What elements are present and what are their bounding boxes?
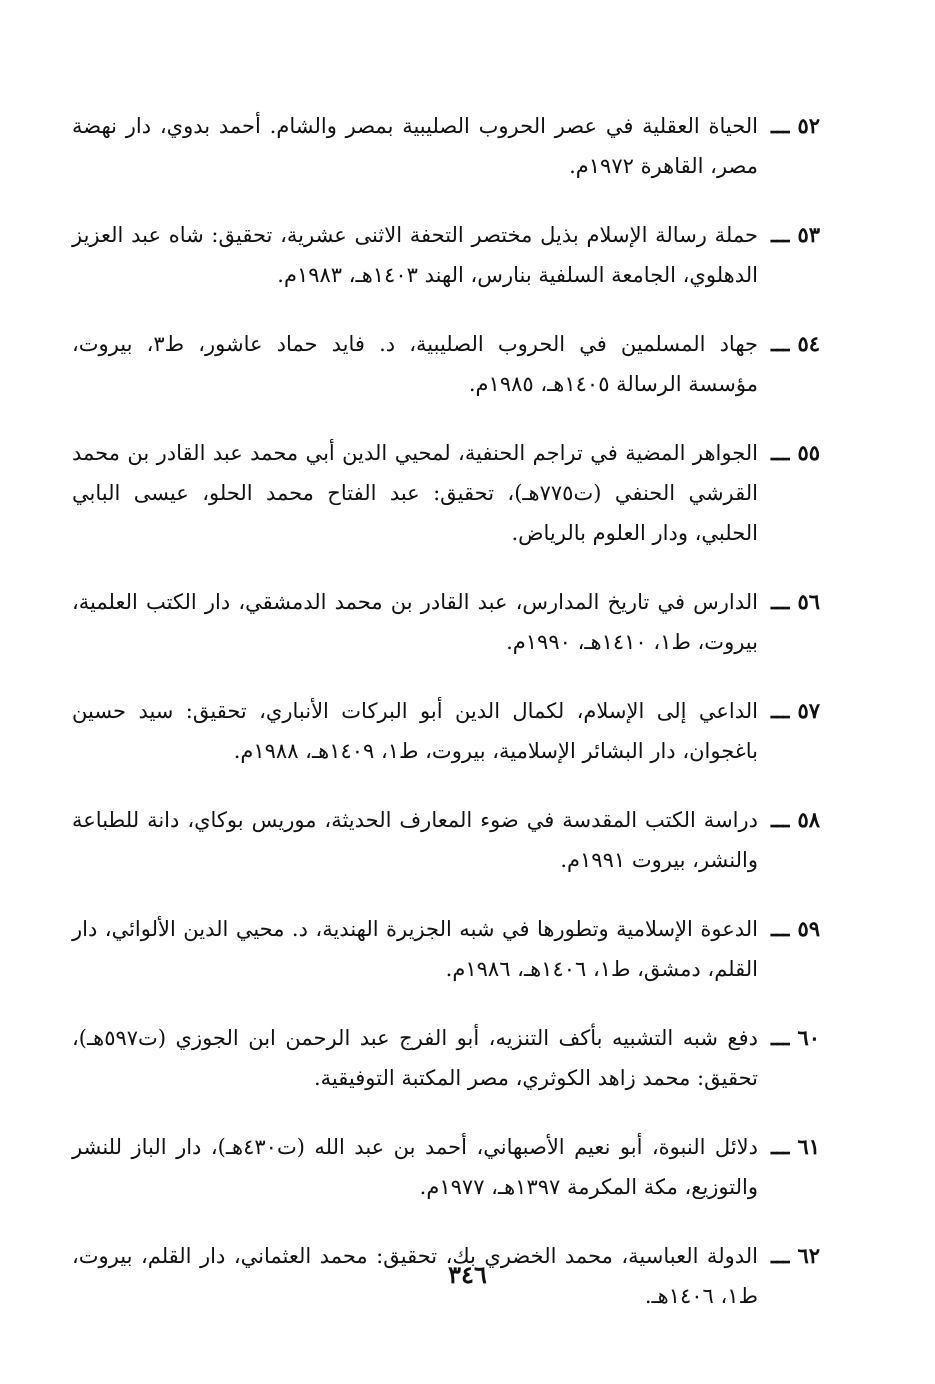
- entry-number: [758, 324, 820, 364]
- entry-number: [758, 1127, 820, 1167]
- entry-number-value: ٦٢: [797, 1243, 820, 1268]
- entry-number-value: ٥٩: [797, 916, 820, 941]
- entry-text: الحياة العقلية في عصر الحروب الصليبية بمصر والشام. أحمد بدوي، دار نهضة مصر، القاهرة ١٩٧٢م.: [72, 114, 758, 178]
- entry-number: [758, 106, 820, 146]
- bibliography-entry: [72, 433, 820, 553]
- bibliography-entry: [72, 215, 820, 295]
- entry-number-value: ٥٤: [797, 331, 820, 356]
- entry-text: الدولة العباسية، محمد الخضري بك، تحقيق: محمد العثماني، دار القلم، بيروت، ط١، ١٤٠٦هـ.: [72, 1244, 758, 1308]
- entry-number-value: ٥٧: [797, 698, 820, 723]
- entry-text: الدعوة الإسلامية وتطورها في شبه الجزيرة الهندية، د. محيي الدين الألوائي، دار القلم، دمشق، ط١، ١٤٠٦هـ، ١٩٨٦م.: [72, 917, 758, 981]
- entry-text: الجواهر المضية في تراجم الحنفية، لمحيي الدين أبي محمد عبد القادر بن محمد القرشي الحنفي (ت٧٧٥هـ)، تحقيق: عبد الفتاح محمد الحلو، عيسى البابي الحلبي، ودار العلوم بالرياض.: [72, 441, 758, 545]
- entry-dash: ـــ: [770, 1025, 790, 1050]
- entry-text: دراسة الكتب المقدسة في ضوء المعارف الحديثة، موريس بوكاي، دانة للطباعة والنشر، بيروت ١٩٩١م.: [72, 808, 758, 872]
- entry-dash: ـــ: [770, 1243, 790, 1268]
- entry-text: دلائل النبوة، أبو نعيم الأصبهاني، أحمد بن عبد الله (ت٤٣٠هـ)، دار الباز للنشر والتوزيع، مكة المكرمة ١٣٩٧هـ، ١٩٧٧م.: [72, 1135, 758, 1199]
- entry-number-value: ٥٨: [797, 807, 820, 832]
- entry-dash: ـــ: [770, 916, 790, 941]
- entry-dash: ـــ: [770, 222, 790, 247]
- entry-number: [758, 691, 820, 731]
- entry-number: [758, 215, 820, 255]
- entry-dash: ـــ: [770, 113, 790, 138]
- entry-number: [758, 582, 820, 622]
- entry-number: [758, 433, 820, 473]
- entry-dash: ـــ: [770, 440, 790, 465]
- entry-dash: ـــ: [770, 698, 790, 723]
- entry-number: [758, 1018, 820, 1058]
- entry-dash: ـــ: [770, 589, 790, 614]
- bibliography-entry: [72, 1127, 820, 1207]
- entry-text: الداعي إلى الإسلام، لكمال الدين أبو البركات الأنباري، تحقيق: سيد حسين باغجوان، دار البشائر الإسلامية، بيروت، ط١، ١٤٠٩هـ، ١٩٨٨م.: [72, 699, 758, 763]
- entry-number-value: ٥٢: [797, 113, 820, 138]
- page-number: ٣٤٦: [448, 1260, 487, 1289]
- bibliography-entry: [72, 324, 820, 404]
- bibliography-entry: [72, 106, 820, 186]
- bibliography-entry: [72, 691, 820, 771]
- entry-dash: ـــ: [770, 331, 790, 356]
- entry-number-value: ٥٣: [797, 222, 820, 247]
- entry-dash: ـــ: [770, 1134, 790, 1159]
- entry-text: حملة رسالة الإسلام بذيل مختصر التحفة الاثنى عشرية، تحقيق: شاه عبد العزيز الدهلوي، الجامعة السلفية بنارس، الهند ١٤٠٣هـ، ١٩٨٣م.: [72, 223, 758, 287]
- entry-dash: ـــ: [770, 807, 790, 832]
- entry-text: الدارس في تاريخ المدارس، عبد القادر بن محمد الدمشقي، دار الكتب العلمية، بيروت، ط١، ١٤١٠هـ، ١٩٩٠م.: [72, 590, 758, 654]
- bibliography-entry: [72, 800, 820, 880]
- entry-number-value: ٥٥: [797, 440, 820, 465]
- bibliography-list: [72, 106, 820, 1345]
- entry-number-value: ٦٠: [797, 1025, 820, 1050]
- entry-text: دفع شبه التشبيه بأكف التنزيه، أبو الفرج عبد الرحمن ابن الجوزي (ت٥٩٧هـ)، تحقيق: محمد زاهد الكوثري، مصر المكتبة التوفيقية.: [72, 1026, 758, 1090]
- bibliography-entry: [72, 909, 820, 989]
- entry-number-value: ٦١: [797, 1134, 820, 1159]
- entry-number: [758, 909, 820, 949]
- entry-number: [758, 800, 820, 840]
- bibliography-entry: [72, 1018, 820, 1098]
- entry-number-value: ٥٦: [797, 589, 820, 614]
- entry-text: جهاد المسلمين في الحروب الصليبية، د. فايد حماد عاشور، ط٣، بيروت، مؤسسة الرسالة ١٤٠٥هـ، ١٩٨٥م.: [72, 332, 758, 396]
- bibliography-entry: [72, 582, 820, 662]
